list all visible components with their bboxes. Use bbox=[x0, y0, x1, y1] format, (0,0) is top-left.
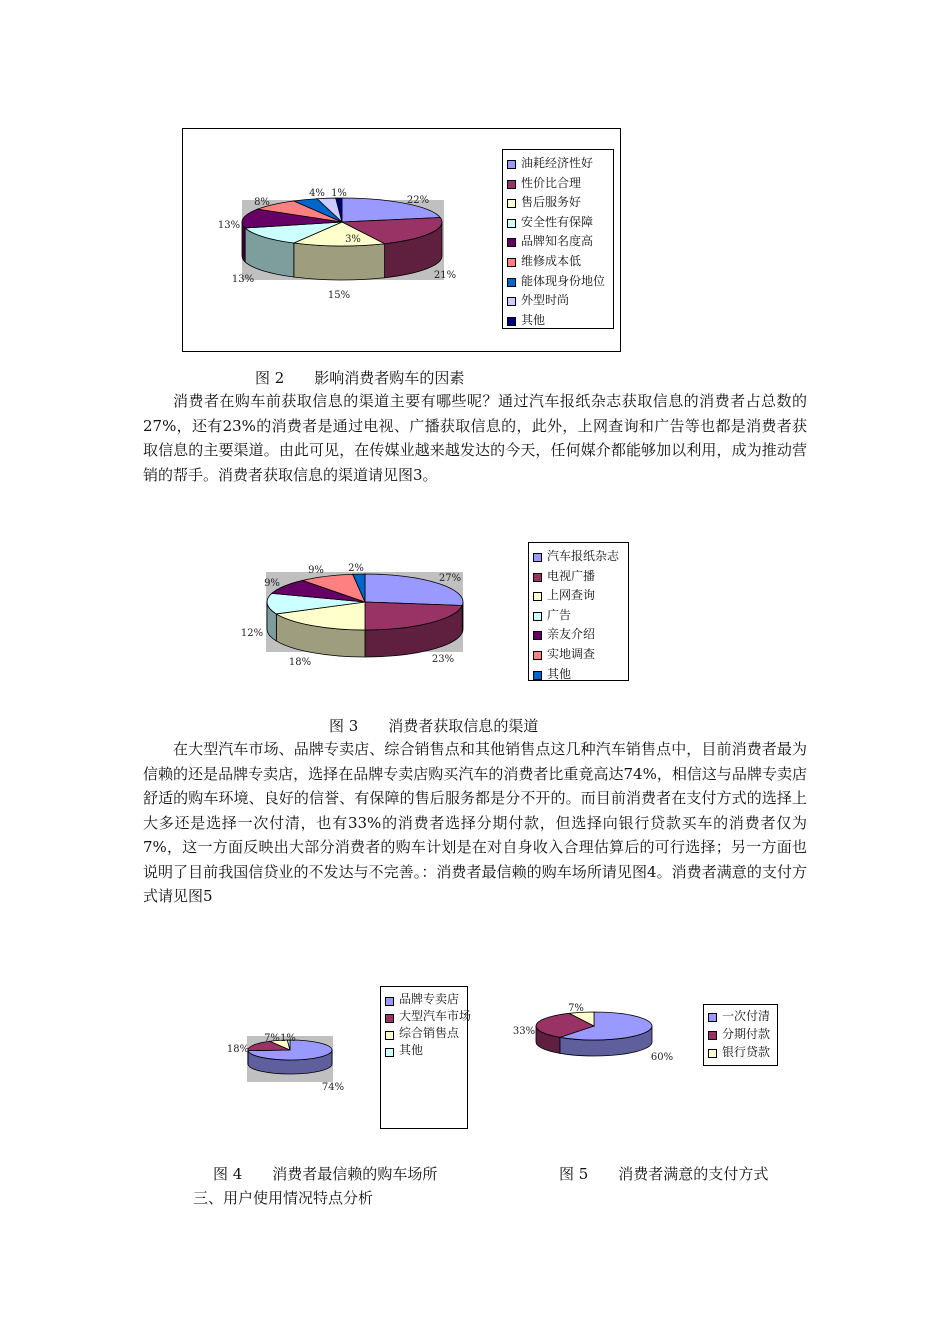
legend-label: 品牌知名度高 bbox=[521, 234, 594, 249]
section-heading: 三、用户使用情况特点分析 bbox=[193, 1189, 374, 1207]
figure3-pie-chart bbox=[228, 552, 498, 672]
pie-side-2 bbox=[294, 243, 385, 280]
figure4-pie-chart bbox=[225, 1028, 355, 1098]
legend-item bbox=[507, 174, 609, 194]
figure5-caption: 图 5 消费者满意的支付方式 bbox=[559, 1165, 769, 1183]
legend-label: 亲友介绍 bbox=[547, 627, 596, 642]
data-label-2: 15% bbox=[327, 290, 351, 301]
data-label-1: 33% bbox=[512, 1026, 536, 1037]
legend-item bbox=[533, 586, 624, 606]
legend-label: 外型时尚 bbox=[521, 293, 570, 308]
legend-label: 性价比合理 bbox=[521, 175, 582, 190]
legend-label: 分期付款 bbox=[722, 1027, 771, 1041]
legend-item bbox=[708, 1043, 773, 1061]
legend-swatch bbox=[507, 297, 516, 306]
legend-label: 综合销售点 bbox=[399, 1026, 460, 1040]
legend-swatch bbox=[533, 651, 542, 660]
legend-item bbox=[533, 567, 624, 587]
legend-swatch bbox=[533, 612, 542, 621]
legend-item bbox=[533, 606, 624, 626]
legend-label: 汽车报纸杂志 bbox=[547, 549, 620, 563]
data-label-7: 3% bbox=[345, 234, 361, 245]
legend-swatch bbox=[533, 592, 542, 601]
data-label-6: 2% bbox=[348, 563, 364, 574]
legend-item bbox=[507, 193, 609, 213]
data-label-2: 7% bbox=[264, 1033, 280, 1044]
data-label-1: 18% bbox=[226, 1044, 250, 1055]
data-label-4: 9% bbox=[264, 578, 280, 589]
legend-label: 能体现身份地位 bbox=[521, 273, 606, 288]
legend-label: 其他 bbox=[399, 1043, 424, 1057]
legend-swatch bbox=[708, 1049, 717, 1058]
legend-swatch bbox=[507, 180, 516, 189]
legend-item bbox=[708, 1007, 773, 1025]
legend-item bbox=[385, 1042, 463, 1059]
legend-item bbox=[533, 665, 624, 685]
data-label-2: 7% bbox=[568, 1003, 584, 1014]
legend-label: 银行贷款 bbox=[722, 1045, 771, 1059]
legend-label: 电视广播 bbox=[547, 568, 596, 583]
legend-label: 售后服务好 bbox=[521, 195, 582, 210]
data-label-0: 22% bbox=[406, 195, 430, 206]
figure3-legend bbox=[528, 542, 629, 681]
legend-swatch bbox=[385, 1031, 394, 1040]
legend-item bbox=[533, 625, 624, 645]
legend-item bbox=[507, 154, 609, 174]
legend-swatch bbox=[385, 1048, 394, 1057]
legend-label: 安全性有保障 bbox=[521, 214, 594, 229]
legend-swatch bbox=[533, 573, 542, 582]
legend-item bbox=[507, 252, 609, 272]
legend-swatch bbox=[533, 553, 542, 562]
legend-item bbox=[507, 291, 609, 311]
legend-swatch bbox=[385, 1014, 394, 1023]
paragraph-1: 消费者在购车前获取信息的渠道主要有哪些呢？通过汽车报纸杂志获取信息的消费者占总数的27%，还有23%的消费者是通过电视、广播获取信息的，此外，上网查询和广告等也都是消费者获取信息的主要渠道。由此可见，在传媒业越来越发达的今天，任何媒介都能够加以利用，成为推动营销的帮手。消费者获取信息的渠道请见图3。 bbox=[143, 392, 807, 484]
legend-swatch bbox=[507, 199, 516, 208]
legend-swatch bbox=[507, 238, 516, 247]
data-label-1: 23% bbox=[431, 654, 455, 665]
data-label-5: 9% bbox=[308, 565, 324, 576]
data-label-1: 21% bbox=[433, 270, 457, 281]
legend-label: 广告 bbox=[547, 607, 572, 622]
paragraph-2: 在大型汽车市场、品牌专卖店、综合销售点和其他销售点这几种汽车销售点中，目前消费者最为信赖的还是品牌专卖店，选择在品牌专卖店购买汽车的消费者比重竟高达74%，相信这与品牌专卖店舒适的购车环境、良好的信誉、有保障的售后服务都是分不开的。而目前消费者在支付方式的选择上大多还是选择一次付清，也有33%的消费者选择分期付款，但选择向银行贷款买车的消费者仅为 7%，这一方面反映出大部分消费者的购车计划是在对自身收入合理估算后的可行选择；另一方面也说明了目前我国信贷业的不发达与不完善。：消费者最信赖的购车场所请见图4。消费者满意的支付方式请见图5 bbox=[143, 740, 807, 905]
legend-swatch bbox=[708, 1013, 717, 1022]
data-label-2: 18% bbox=[288, 657, 312, 668]
legend-label: 一次付清 bbox=[722, 1009, 771, 1023]
legend-label: 实地调查 bbox=[547, 646, 596, 661]
legend-swatch bbox=[507, 317, 516, 326]
legend-swatch bbox=[507, 278, 516, 287]
legend-swatch bbox=[533, 631, 542, 640]
figure2-caption: 图 2 影响消费者购车的因素 bbox=[255, 369, 465, 387]
legend-swatch bbox=[507, 160, 516, 169]
legend-label: 大型汽车市场 bbox=[399, 1009, 472, 1023]
data-label-8: 1% bbox=[331, 188, 347, 199]
data-label-6: 4% bbox=[309, 188, 325, 199]
legend-label: 其他 bbox=[547, 666, 572, 681]
legend-label: 上网查询 bbox=[547, 588, 596, 603]
legend-item bbox=[507, 311, 609, 331]
legend-label: 油耗经济性好 bbox=[521, 156, 594, 170]
legend-swatch bbox=[708, 1031, 717, 1040]
legend-label: 其他 bbox=[521, 312, 546, 327]
data-label-0: 60% bbox=[650, 1052, 674, 1063]
legend-item bbox=[507, 213, 609, 233]
legend-swatch bbox=[385, 997, 394, 1006]
legend-item bbox=[533, 547, 624, 567]
legend-item bbox=[507, 272, 609, 292]
data-label-3: 12% bbox=[240, 628, 264, 639]
data-label-4: 13% bbox=[217, 220, 241, 231]
legend-label: 维修成本低 bbox=[521, 253, 582, 268]
legend-item bbox=[533, 645, 624, 665]
data-label-5: 8% bbox=[254, 197, 270, 208]
data-label-0: 27% bbox=[438, 573, 462, 584]
legend-item bbox=[708, 1025, 773, 1043]
figure2-legend bbox=[502, 149, 614, 329]
legend-swatch bbox=[507, 219, 516, 228]
legend-item bbox=[385, 1025, 463, 1042]
figure3-caption: 图 3 消费者获取信息的渠道 bbox=[329, 717, 539, 735]
figure4-legend bbox=[380, 986, 472, 1129]
legend-swatch bbox=[507, 258, 516, 267]
legend-swatch bbox=[533, 671, 542, 680]
figure4-caption: 图 4 消费者最信赖的购车场所 bbox=[213, 1165, 438, 1183]
legend-item bbox=[385, 991, 463, 1008]
figure5-legend bbox=[703, 1004, 778, 1066]
legend-item bbox=[507, 232, 609, 252]
figure5-pie-chart bbox=[508, 1000, 683, 1070]
data-label-3: 1% bbox=[280, 1033, 296, 1044]
legend-label: 品牌专卖店 bbox=[399, 992, 460, 1006]
legend-item bbox=[385, 1008, 472, 1025]
data-label-0: 74% bbox=[321, 1082, 345, 1093]
data-label-3: 13% bbox=[231, 274, 255, 285]
